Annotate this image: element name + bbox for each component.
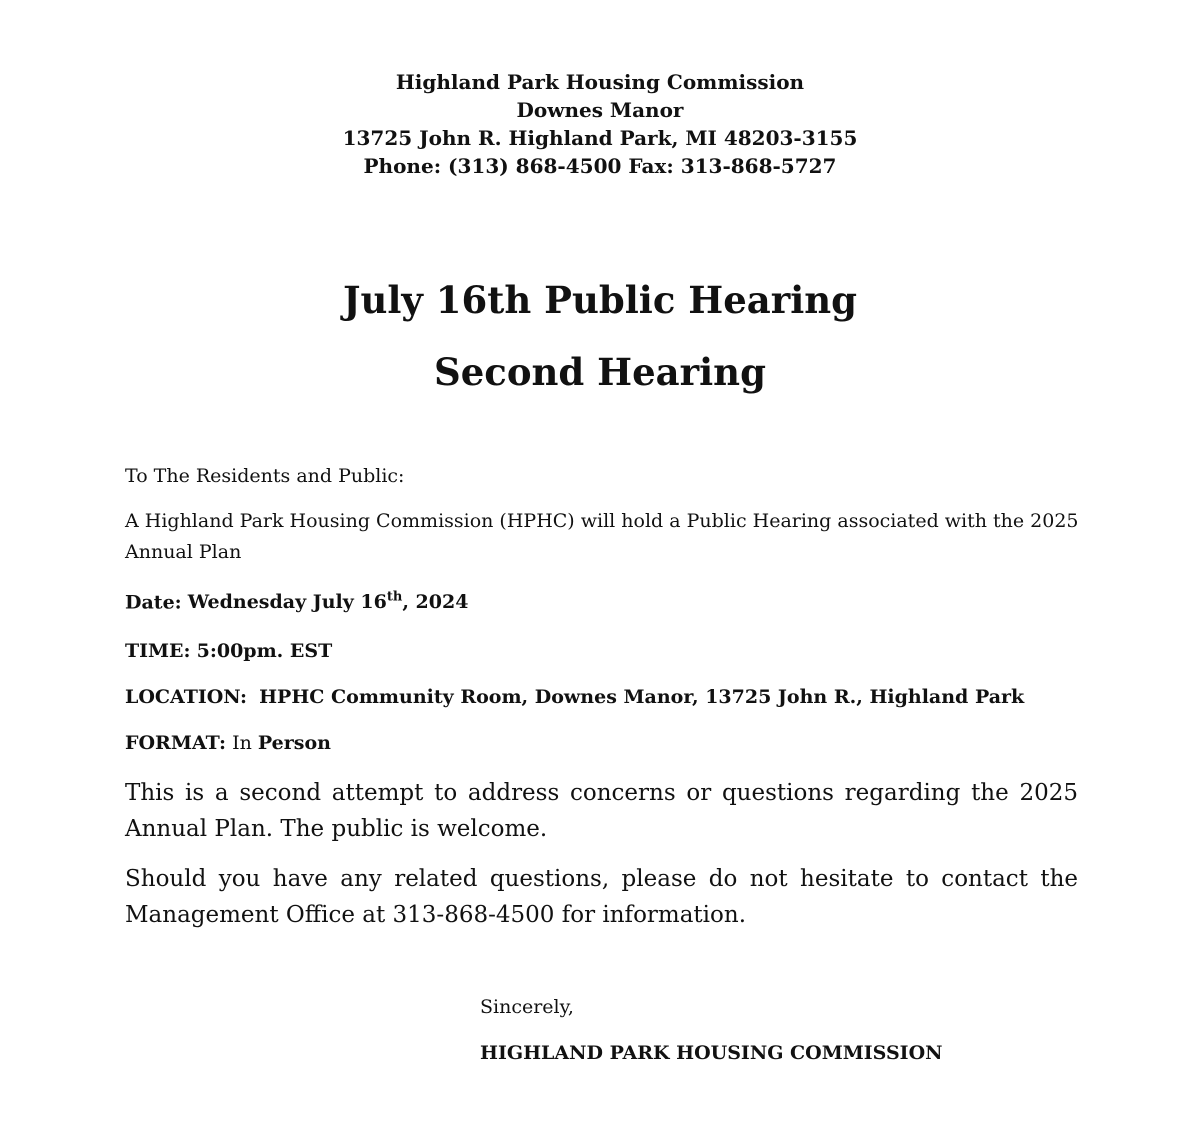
letterhead-address: 13725 John R. Highland Park, MI 48203-3155 [342,126,858,150]
closing-signature: HIGHLAND PARK HOUSING COMMISSION [480,1042,943,1064]
letterhead [0,68,1200,180]
time-value: 5:00pm. EST [196,640,333,662]
date-value-year: , 2024 [402,591,469,614]
location-field [125,686,1024,708]
letterhead-contact: Phone: (313) 868-4500 Fax: 313-868-5727 [363,154,837,178]
date-value [188,591,469,613]
format-value: Person [257,732,331,754]
location-label: LOCATION: [125,686,248,708]
notice-subtitle: Second Hearing [434,350,766,394]
date-label: Date: [125,591,182,614]
closing-sincerely: Sincerely, [480,996,574,1018]
body-paragraph-contact: Should you have any related questions, please do not hesitate to contact the Management Office at 313-868-4500 for information. [125,866,1078,928]
body-paragraph-attempt: This is a second attempt to address concerns or questions regarding the 2025 Annual Plan. The public is welcome. [125,780,1078,842]
salutation: To The Residents and Public: [125,465,405,487]
format-field [125,732,331,754]
letterhead-building-name: Downes Manor [516,98,684,122]
date-value-ordinal: th [386,590,403,605]
letterhead-org-name: Highland Park Housing Commission [395,70,805,94]
location-value: HPHC Community Room, Downes Manor, 13725 John R., Highland Park [259,686,1025,708]
notice-title: July 16th Public Hearing [342,278,858,322]
format-label: FORMAT: [125,732,227,754]
time-field [125,640,332,662]
time-label: TIME: [125,640,191,662]
date-field [125,590,468,613]
format-value-prefix: In [232,732,252,754]
date-value-main: Wednesday July 16 [187,591,387,614]
intro-paragraph: A Highland Park Housing Commission (HPHC) will hold a Public Hearing associated with the 2025 Annual Plan [125,510,1079,563]
